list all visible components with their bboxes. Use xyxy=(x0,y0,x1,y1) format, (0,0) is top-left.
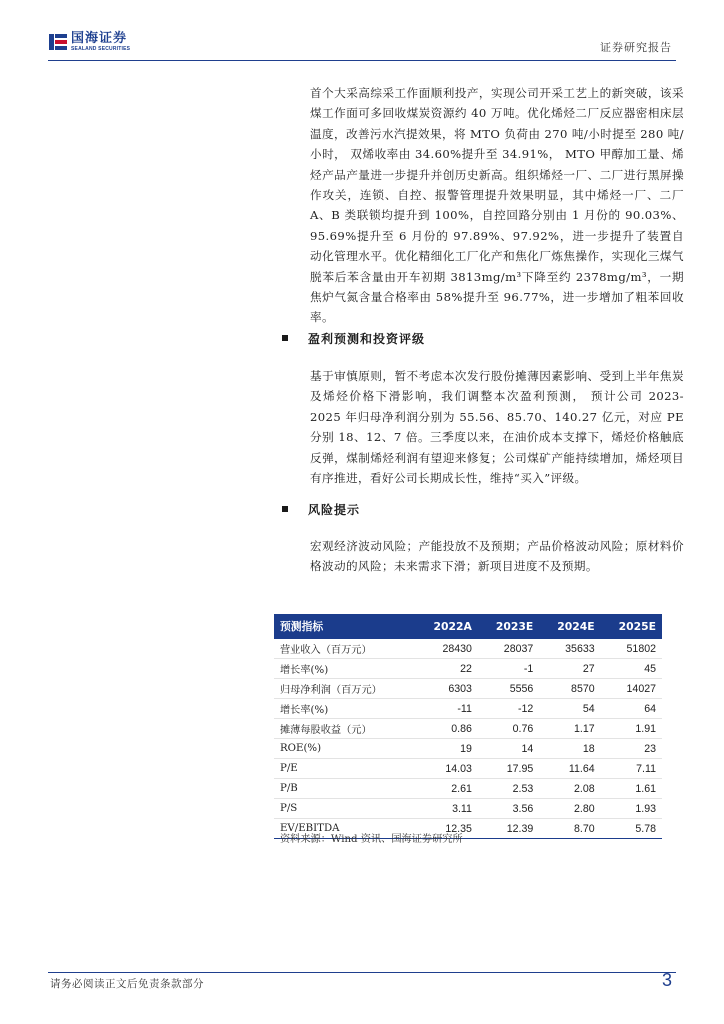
table-cell-value: 6303 xyxy=(415,679,478,699)
table-cell-value: 14027 xyxy=(601,679,662,699)
table-row-label: 增长率(%) xyxy=(274,699,415,719)
table-cell-value: 1.61 xyxy=(601,779,662,799)
table-cell-value: 28037 xyxy=(478,639,539,659)
report-type-label: 证券研究报告 xyxy=(600,41,672,54)
table-cell-value: 51802 xyxy=(601,639,662,659)
table-row-label: P/B xyxy=(274,779,415,799)
table-row xyxy=(274,659,662,679)
page-number: 3 xyxy=(661,970,672,990)
table-cell-value: -11 xyxy=(415,699,478,719)
table-row-label: 归母净利润（百万元） xyxy=(274,679,415,699)
table-cell-value: 45 xyxy=(601,659,662,679)
header-divider xyxy=(48,60,676,61)
disclaimer-note: 请务必阅读正文后免责条款部分 xyxy=(50,978,204,990)
table-header-year: 2024E xyxy=(539,614,600,639)
page-header xyxy=(48,28,676,62)
table-row xyxy=(274,739,662,759)
table-row xyxy=(274,699,662,719)
table-cell-value: 2.80 xyxy=(539,799,600,819)
table-row-label: EV/EBITDA xyxy=(274,819,415,839)
table-cell-value: 2.53 xyxy=(478,779,539,799)
table-row-label: P/E xyxy=(274,759,415,779)
section-title: 盈利预测和投资评级 xyxy=(308,331,426,346)
table-cell-value: 2.08 xyxy=(539,779,600,799)
company-logo xyxy=(48,30,130,54)
table-cell-value: 12.35 xyxy=(415,819,478,839)
table-cell-value: 35633 xyxy=(539,639,600,659)
table-cell-value: 54 xyxy=(539,699,600,719)
table-cell-value: 12.39 xyxy=(478,819,539,839)
table-cell-value: -1 xyxy=(478,659,539,679)
section-bullet-icon xyxy=(282,335,288,341)
logo-cn-text: 国海证券 xyxy=(71,31,128,46)
table-cell-value: 11.64 xyxy=(539,759,600,779)
table-header-year: 2023E xyxy=(478,614,539,639)
section-heading-risk xyxy=(282,499,360,519)
table-cell-value: 3.56 xyxy=(478,799,539,819)
table-cell-value: 23 xyxy=(601,739,662,759)
section-heading-forecast xyxy=(282,328,425,348)
table-row-label: 增长率(%) xyxy=(274,659,415,679)
table-row xyxy=(274,759,662,779)
table-cell-value: 8570 xyxy=(539,679,600,699)
table-row xyxy=(274,719,662,739)
table-row-label: 营业收入（百万元） xyxy=(274,639,415,659)
table-cell-value: 27 xyxy=(539,659,600,679)
table-cell-value: 8.70 xyxy=(539,819,600,839)
section-bullet-icon xyxy=(282,506,288,512)
body-paragraph-forecast: 基于审慎原则，暂不考虑本次发行股份摊薄因素影响、受到上半年焦炭及烯烃价格下滑影响，我们调整本次盈利预测， 预计公司 2023-2025 年归母净利润分别为 55.56、85.70、140.27 亿元，对应 PE 分别 18、12、7 倍。三季度以来，在油价成本支撑下，烯烃价格触底反弹，煤制烯烃利润有望迎来修复；公司煤矿产能持续增加，烯烃项目有序推进，看好公司长期成长性，维持“买入”评级。 xyxy=(310,369,684,486)
table-cell-value: 19 xyxy=(415,739,478,759)
table-cell-value: 14 xyxy=(478,739,539,759)
table-cell-value: 22 xyxy=(415,659,478,679)
table-cell-value: 1.91 xyxy=(601,719,662,739)
body-paragraph-operations: 首个大采高综采工作面顺利投产，实现公司开采工艺上的新突破，该采煤工作面可多回收煤炭资源约 40 万吨。优化烯烃二厂反应器密相床层温度，改善污水汽提效果，将 MTO 负荷由 270 吨/小时提至 280 吨/小时， 双烯收率由 34.60%提升至 34.91%， MTO 甲醇加工量、烯烃产品产量进一步提升并创历史新高。组织烯烃一厂、二厂进行黑屏操作攻关，连锁、自控、报警管理提升效果明显，其中烯烃一厂、二厂 A、B 类联锁均提升到 100%，自控回路分别由 1 月份的 90.03%、95.69%提升至 6 月份的 97.89%、97.92%，进一步提升了装置自动化管理水平。优化精细化工厂化产和焦化厂炼焦操作，实现化三煤气脱苯后苯含量由开车初期 3813mg/m³下降至约 2378mg/m³，一期焦炉气氮含量合格率由 58%提升至 96.77%，进一步增加了粗苯回收率。 xyxy=(310,86,684,325)
forecast-table-container xyxy=(274,614,662,839)
table-cell-value: 18 xyxy=(539,739,600,759)
sealand-logo-icon xyxy=(48,32,68,52)
forecast-table xyxy=(274,614,662,839)
table-row xyxy=(274,679,662,699)
table-row xyxy=(274,779,662,799)
table-cell-value: 0.76 xyxy=(478,719,539,739)
table-row-label: ROE(%) xyxy=(274,739,415,759)
table-header-row xyxy=(274,614,662,639)
table-row xyxy=(274,639,662,659)
table-row-label: 摊薄每股收益（元） xyxy=(274,719,415,739)
section-title: 风险提示 xyxy=(308,502,361,517)
logo-en-text: SEALAND SECURITIES xyxy=(71,46,131,52)
table-header-year: 2025E xyxy=(601,614,662,639)
table-row xyxy=(274,799,662,819)
table-cell-value: 2.61 xyxy=(415,779,478,799)
table-cell-value: 17.95 xyxy=(478,759,539,779)
table-cell-value: 3.11 xyxy=(415,799,478,819)
footer-divider xyxy=(48,972,676,973)
table-cell-value: 1.17 xyxy=(539,719,600,739)
table-cell-value: 5556 xyxy=(478,679,539,699)
table-header-year: 2022A xyxy=(415,614,478,639)
table-source-note: 资料来源：Wind 资讯、国海证券研究所 xyxy=(280,834,463,845)
table-cell-value: 14.03 xyxy=(415,759,478,779)
table-row-label: P/S xyxy=(274,799,415,819)
table-cell-value: 7.11 xyxy=(601,759,662,779)
table-cell-value: 5.78 xyxy=(601,819,662,839)
table-cell-value: 0.86 xyxy=(415,719,478,739)
table-header-label: 预测指标 xyxy=(274,614,415,639)
table-cell-value: 1.93 xyxy=(601,799,662,819)
table-cell-value: 28430 xyxy=(415,639,478,659)
table-cell-value: -12 xyxy=(478,699,539,719)
body-paragraph-risk: 宏观经济波动风险；产能投放不及预期；产品价格波动风险；原材料价格波动的风险；未来需求下滑；新项目进度不及预期。 xyxy=(310,539,684,574)
table-cell-value: 64 xyxy=(601,699,662,719)
